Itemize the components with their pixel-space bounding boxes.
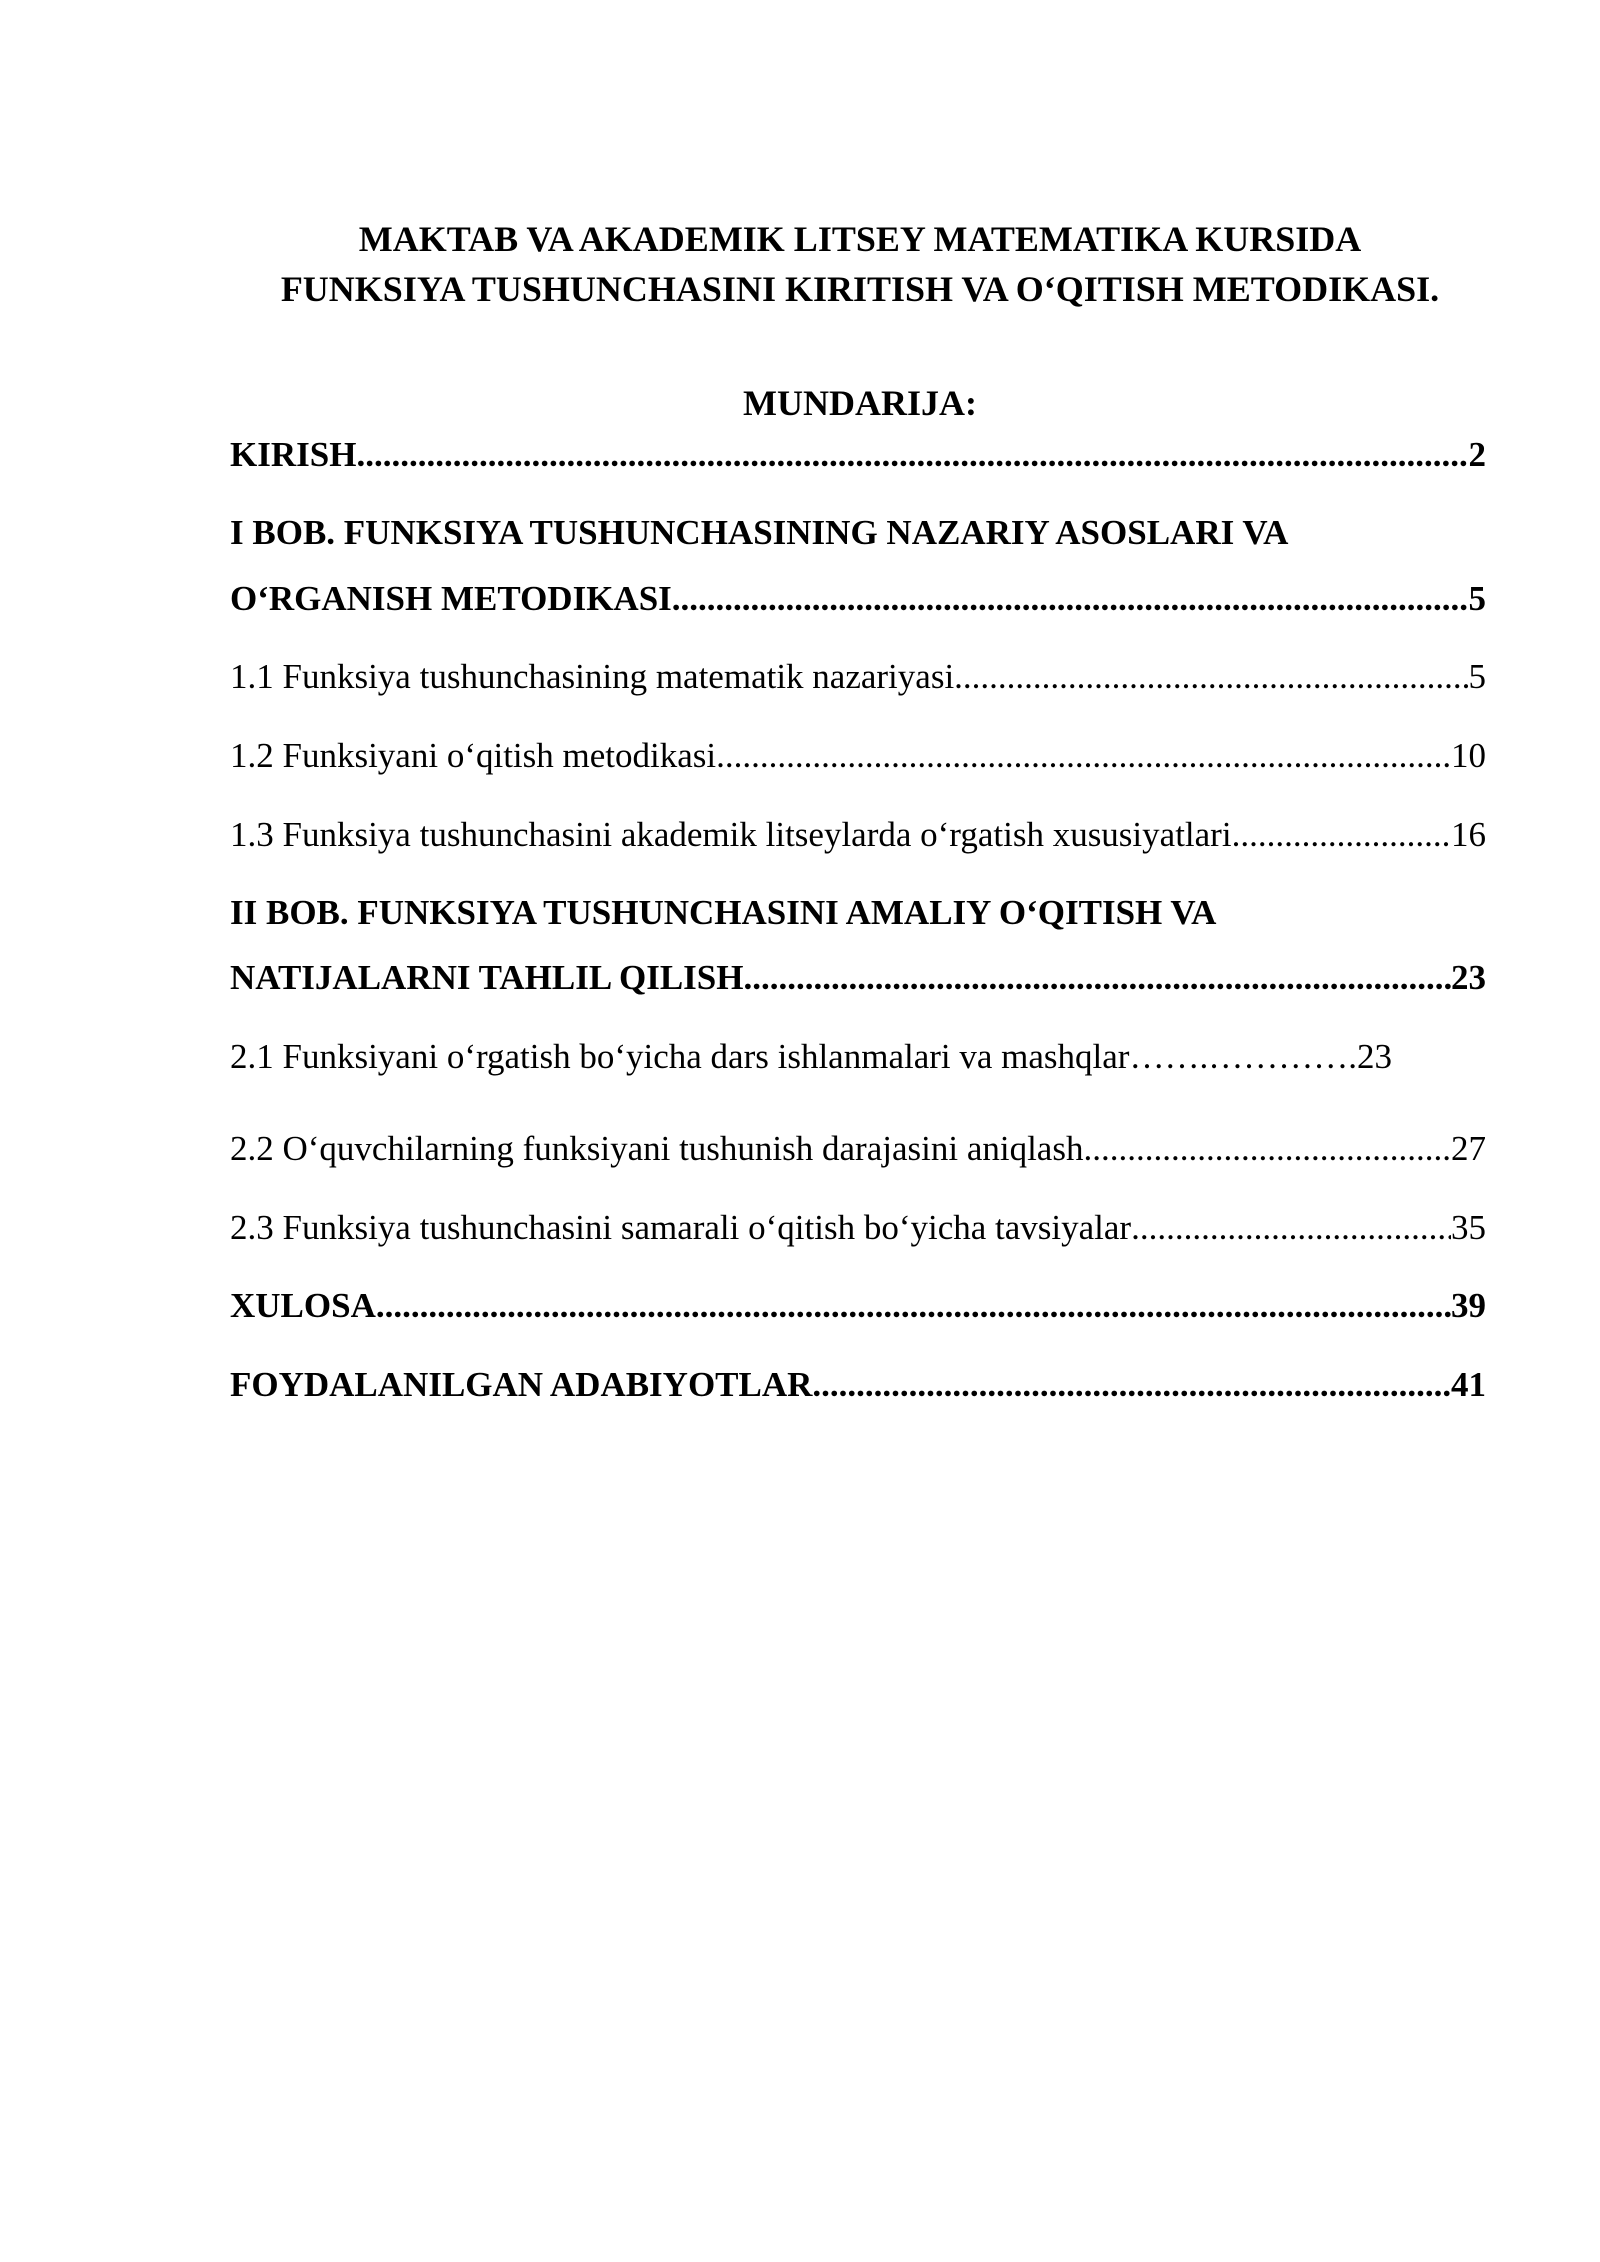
toc-entry-label: KIRISH: [230, 435, 357, 474]
toc-entry-2-1[interactable]: [230, 1032, 1486, 1082]
dot-leader: [672, 574, 1469, 624]
document-title: [180, 214, 1540, 314]
toc-entry-page: 16: [1451, 815, 1486, 854]
toc-entry-chapter-1[interactable]: [230, 574, 1486, 624]
toc-entry-label: 2.2 O‘quvchilarning funksiyani tushunish darajasini aniqlash: [230, 1129, 1084, 1168]
toc-entry-chapter-2-line-1[interactable]: II BOB. FUNKSIYA TUSHUNCHASINI AMALIY O‘QITISH VA: [230, 893, 1217, 932]
toc-entry-label: NATIJALARNI TAHLIL QILISH: [230, 958, 744, 997]
toc-entry-label: 2.1 Funksiyani o‘rgatish bo‘yicha dars ishlanmalari va mashqlar: [230, 1037, 1130, 1076]
title-line-2: FUNKSIYA TUSHUNCHASINI KIRITISH VA O‘QITISH METODIKASI.: [280, 269, 1440, 309]
dot-leader: [812, 1360, 1451, 1410]
dot-leader: [743, 953, 1451, 1003]
toc-entry-1-3[interactable]: [230, 810, 1486, 860]
toc-entry-page: 41: [1451, 1365, 1486, 1404]
toc-entry-label: 2.3 Funksiya tushunchasini samarali o‘qitish bo‘yicha tavsiyalar: [230, 1208, 1132, 1247]
toc-entry-page: 39: [1451, 1286, 1486, 1325]
toc-entry-xulosa[interactable]: [230, 1281, 1486, 1331]
toc-entry-label: FOYDALANILGAN ADABIYOTLAR: [230, 1365, 813, 1404]
dot-leader: [1083, 1124, 1451, 1174]
toc-entry-1-1[interactable]: [230, 652, 1486, 702]
toc-entry-label: 1.2 Funksiyani o‘qitish metodikasi: [230, 736, 717, 775]
toc-entry-label: O‘RGANISH METODIKASI: [230, 579, 672, 618]
toc-entry-1-2[interactable]: [230, 731, 1486, 781]
toc-entry-page: 23: [1356, 1037, 1392, 1076]
toc-entry-page: 5: [1468, 657, 1486, 696]
dot-leader: [954, 652, 1468, 702]
dot-leader: [376, 1281, 1451, 1331]
toc-entry-kirish[interactable]: [230, 430, 1486, 480]
toc-entry-2-2[interactable]: [230, 1124, 1486, 1174]
title-line-1: MAKTAB VA AKADEMIK LITSEY MATEMATIKA KURSIDA: [358, 219, 1362, 259]
dot-leader: …….………….: [1129, 1037, 1357, 1076]
dot-leader: [716, 731, 1451, 781]
toc-entry-page: 23: [1451, 958, 1486, 997]
toc-entry-page: 27: [1451, 1129, 1486, 1168]
toc-heading: MUNDARIJA:: [743, 383, 977, 423]
toc-entry-chapter-2[interactable]: [230, 953, 1486, 1003]
toc-entry-adabiyotlar[interactable]: [230, 1360, 1486, 1410]
dot-leader: [1131, 1203, 1451, 1253]
toc-entry-page: 5: [1468, 579, 1486, 618]
dot-leader: [1232, 810, 1451, 860]
toc-entry-page: 10: [1451, 736, 1486, 775]
toc-entry-label: 1.3 Funksiya tushunchasini akademik litseylarda o‘rgatish xususiyatlari: [230, 815, 1232, 854]
toc-entry-page: 35: [1451, 1208, 1486, 1247]
toc-entry-chapter-1-line-1[interactable]: I BOB. FUNKSIYA TUSHUNCHASINING NAZARIY ASOSLARI VA: [230, 513, 1289, 552]
toc-entry-2-3[interactable]: [230, 1203, 1486, 1253]
dot-leader: [356, 430, 1468, 480]
toc-entry-label: 1.1 Funksiya tushunchasining matematik nazariyasi: [230, 657, 955, 696]
toc-entry-label: XULOSA: [230, 1286, 376, 1325]
toc-entry-page: 2: [1468, 435, 1486, 474]
